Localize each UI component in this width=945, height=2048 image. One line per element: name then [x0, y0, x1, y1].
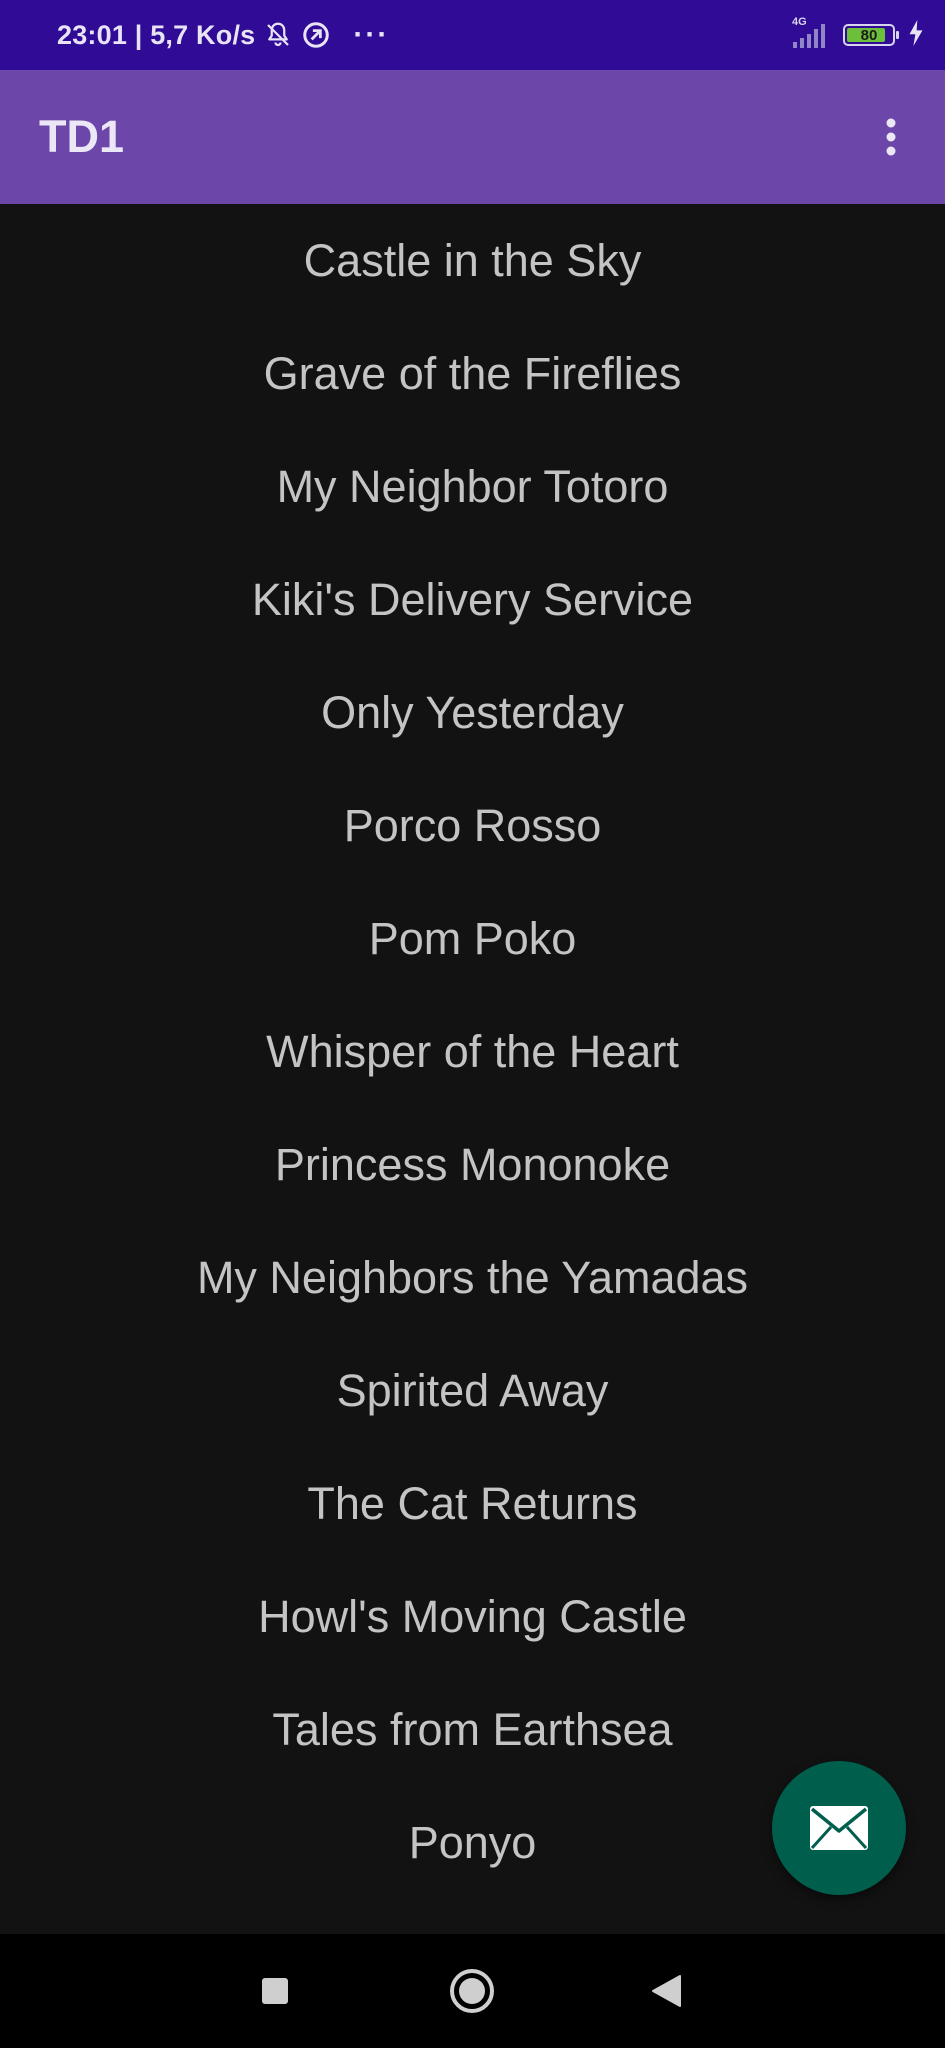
list-item[interactable]: Pom Poko — [368, 912, 577, 964]
list-item[interactable]: My Neighbors the Yamadas — [196, 1251, 749, 1303]
status-bar — [0, 0, 945, 70]
list-item[interactable]: Porco Rosso — [343, 799, 602, 851]
status-time-speed: 23:01 | 5,7 Ko/s — [57, 19, 256, 50]
overflow-menu-button[interactable] — [857, 103, 925, 171]
list-item[interactable]: Howl's Moving Castle — [258, 1590, 687, 1642]
charging-icon — [907, 20, 925, 51]
more-notifications-icon: ··· — [353, 18, 390, 51]
back-button[interactable] — [636, 1961, 696, 2021]
list-item[interactable]: Kiki's Delivery Service — [251, 573, 694, 625]
list-item[interactable]: Only Yesterday — [321, 686, 624, 738]
signal-icon — [790, 16, 825, 48]
list-item[interactable]: Castle in the Sky — [303, 234, 642, 286]
list-item[interactable]: Princess Mononoke — [274, 1138, 671, 1190]
home-icon — [449, 1968, 495, 2014]
recents-button[interactable] — [245, 1961, 305, 2021]
list-item[interactable]: Spirited Away — [336, 1364, 609, 1416]
more-vert-icon — [885, 117, 897, 157]
list-item[interactable]: Tales from Earthsea — [272, 1703, 673, 1755]
list-item[interactable]: My Neighbor Totoro — [276, 460, 669, 512]
battery-level: 80 — [860, 26, 878, 44]
list-item[interactable]: Whisper of the Heart — [266, 1025, 679, 1077]
home-button[interactable] — [442, 1961, 502, 2021]
recents-icon — [261, 1977, 289, 2005]
list-item[interactable]: Ponyo — [408, 1816, 537, 1868]
film-list — [0, 204, 945, 1899]
list-item[interactable]: Grave of the Fireflies — [263, 347, 682, 399]
status-left — [57, 0, 389, 70]
status-right — [790, 0, 925, 70]
battery-icon — [843, 24, 895, 46]
app-title: TD1 — [39, 111, 125, 162]
network-type: 4G — [792, 16, 807, 28]
mail-icon — [809, 1805, 869, 1851]
back-icon — [650, 1974, 682, 2008]
list-item[interactable]: The Cat Returns — [307, 1477, 638, 1529]
navigation-bar — [0, 1934, 945, 2048]
data-saver-icon — [301, 20, 331, 50]
fab-mail-button[interactable] — [772, 1761, 906, 1895]
app-bar — [0, 70, 945, 204]
bell-off-icon — [263, 20, 293, 50]
